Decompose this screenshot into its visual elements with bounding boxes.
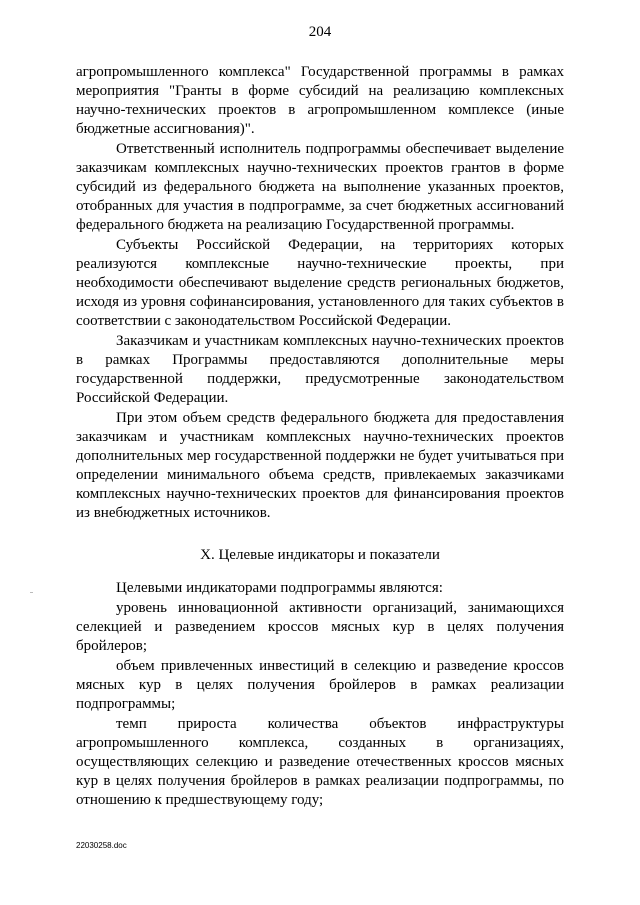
paragraph-2: Ответственный исполнитель подпрограммы обеспечивает выделение заказчикам комплексных научно-технических проектов грантов в форме субсидий из федерального бюджета на выполнение указанных проектов, отобранных для участия в подпрограмме, за счет бюджетных ассигнований федерального бюджета на реализацию Государственной программы. <box>76 141 564 233</box>
page-number: 204 <box>308 24 332 40</box>
footer-filename: 22030258.doc <box>76 841 127 850</box>
section-heading: X. Целевые индикаторы и показатели <box>200 547 440 563</box>
paragraph-4: Заказчикам и участникам комплексных научно-технических проектов в рамках Программы предоставляются дополнительные меры государственной поддержки, предусмотренные законодательством Российской Федерации. <box>76 333 564 406</box>
paragraph-7: уровень инновационной активности организаций, занимающихся селекцией и разведением кроссов мясных кур в целях получения бройлеров; <box>76 600 564 654</box>
document-body <box>76 63 564 810</box>
paragraph-3: Субъекты Российской Федерации, на территориях которых реализуются комплексные научно-технические проекты, при необходимости обеспечивают выделение средств региональных бюджетов, исходя из уровня софинансирования, установленного для таких субъектов в соответствии с законодательством Российской Федерации. <box>76 237 564 329</box>
paragraph-6: Целевыми индикаторами подпрограммы являются: <box>116 580 443 596</box>
paragraph-8: объем привлеченных инвестиций в селекцию и разведение кроссов мясных кур в целях получения бройлеров в рамках реализации подпрограммы; <box>76 658 564 712</box>
margin-speck <box>30 592 33 593</box>
paragraph-1: агропромышленного комплекса" Государственной программы в рамках мероприятия "Гранты в форме субсидий на реализацию комплексных научно-технических проектов в агропромышленном комплексе (иные бюджетные ассигнования)". <box>76 64 564 137</box>
paragraph-9: темп прироста количества объектов инфраструктуры агропромышленного комплекса, созданных в организациях, осуществляющих селекцию и разведение отечественных кроссов мясных кур в целях получения бройлеров в рамках реализации подпрограммы, по отношению к предшествующему году; <box>76 716 564 808</box>
paragraph-5: При этом объем средств федерального бюджета для предоставления заказчикам и участникам комплексных научно-технических проектов дополнительных мер государственной поддержки не будет учитываться при определении минимального объема средств, привлекаемых заказчиками комплексных научно-технических проектов для финансирования проектов из внебюджетных источников. <box>76 410 564 521</box>
